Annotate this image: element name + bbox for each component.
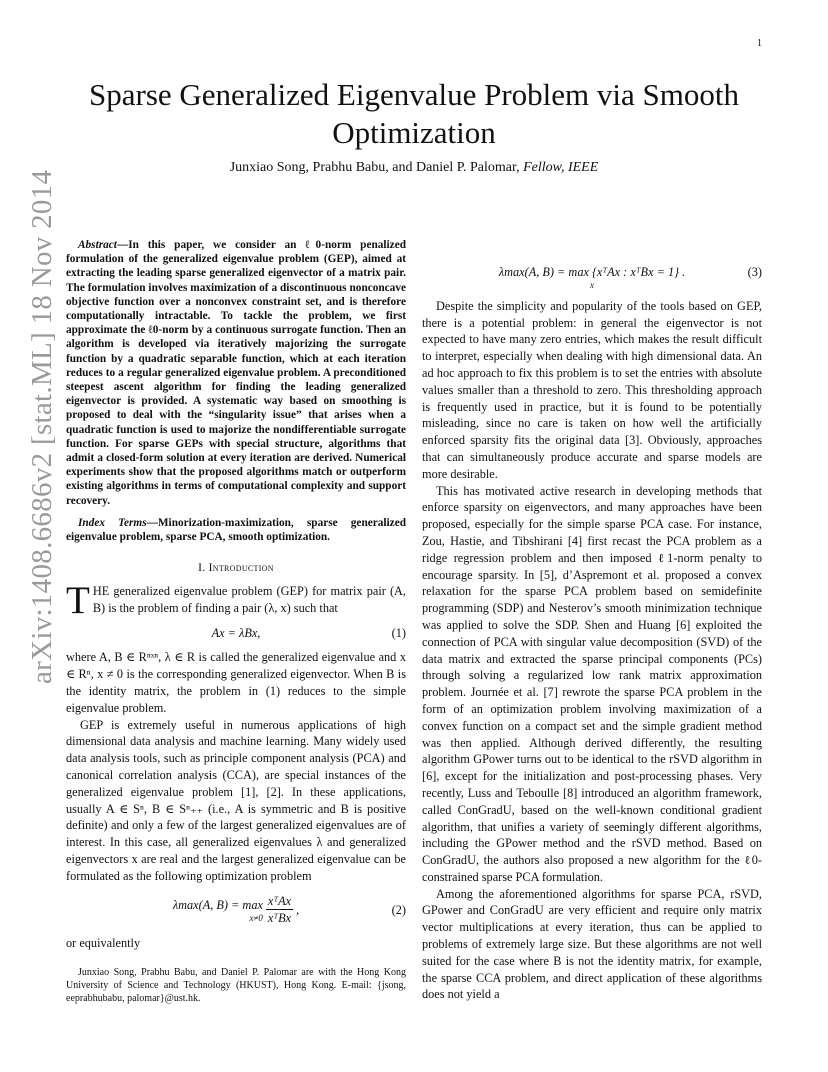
paper-title: Sparse Generalized Eigenvalue Problem via Smooth Optimization <box>89 77 739 150</box>
page-number: 1 <box>757 38 762 49</box>
intro-p1-text: HE generalized eigenvalue problem (GEP) for matrix pair (A, B) is the problem of finding a pair (λ, x) such that <box>92 584 406 615</box>
equation-2 <box>66 893 406 928</box>
right-paragraph-1: Despite the simplicity and popularity of the tools based on GEP, there is a potential problem: in general the eigenvector is not expected to have many zero entries, which makes the result difficult to interpret, especially when dealing with high dimensional data. An ad hoc approach to fix this problem is to set the entries with absolute values smaller than a threshold to zero. This thresholding approach is frequently used in practice, but it is found to be potentially misleading, since no care is taken on how well the artificially enforced sparsity fits the original data [3]. Obviously, approaches that can simultaneously produce accurate and sparse models are more desirable. <box>422 298 762 481</box>
right-paragraph-2: This has motivated active research in developing methods that enforce sparsity on eigenvectors, and many approaches have been proposed, especially for the simple sparse PCA case. For instance, Zou, Hastie, and Tibshirani [4] first recast the PCA problem as a ridge regression problem and then imposed ℓ1-norm penalty to encourage sparsity. In [5], d’Aspremont et al. proposed a convex relaxation for the sparse PCA problem based on semidefinite programming (SDP) and Nesterov’s smooth minimization technique was applied to solve the SDP. Shen and Huang [6] exploited the connection of PCA with singular value decomposition (SVD) of the data matrix and extracted the sparse principal components (PCs) through solving a regularized low rank matrix approximation problem. Journée et al. [7] rewrote the sparse PCA problem in the form of an optimization problem involving maximization of a convex function on a compact set and the simple gradient method was then applied. Although derived differently, the resulting algorithm GPower turns out to be identical to the rSVD algorithm in [6], except for the initialization and post-processing phases. Very recently, Luss and Teboulle [8] introduced an algorithm framework, called ConGradU, based on the well-known conditional gradient algorithm, that unifies a variety of seemingly different algorithms, including the GPower method and the rSVD method. Based on ConGradU, the authors also proposed a new algorithm for the ℓ0-constrained sparse PCA formulation. <box>422 483 762 884</box>
drop-cap: T <box>66 579 90 623</box>
abstract-label: Abstract <box>78 239 117 251</box>
equation-2-numerator: xᵀAx <box>266 893 293 911</box>
equation-2-denominator: xᵀBx <box>267 911 292 926</box>
arxiv-stamp <box>6 169 58 684</box>
right-column <box>422 256 762 1003</box>
equation-1-body: Ax = λBx, <box>211 625 261 640</box>
equation-3-body: λmax(A, B) = max {xᵀAx : xᵀBx = 1} . <box>498 265 686 279</box>
section-numeral: I. <box>198 562 209 575</box>
equation-1-number: (1) <box>391 625 406 640</box>
intro-paragraph-2: where A, B ∈ Rⁿˣⁿ, λ ∈ R is called the generalized eigenvalue and x ∈ Rⁿ, x ≠ 0 is the corresponding generalized eigenvector. When B is the identity matrix, the problem in (1) reduces to the simple eigenvalue problem. <box>66 650 406 715</box>
index-terms-text: —Minorization-maximization, sparse generalized eigenvalue problem, sparse PCA, smooth optimization. <box>66 516 406 544</box>
left-column <box>66 238 406 1005</box>
equation-2-lhs: λmax(A, B) = max <box>172 898 263 912</box>
section-title: Introduction <box>208 562 274 575</box>
intro-paragraph-3: GEP is extremely useful in numerous applications of high dimensional data analysis and machine learning. Many widely used data analysis tools, such as principle component analysis (PCA) and canonical correlation analysis (CCA), are special instances of the generalized eigenvalue problem [1], [2]. In these applications, usually A ∈ Sⁿ, B ∈ Sⁿ₊₊ (i.e., A is symmetric and B is positive definite) and only a few of the largest generalized eigenvalues are of interest. In this case, all generalized eigenvalues λ and generalized eigenvectors x are real and the largest generalized eigenvalue can be formulated as the following optimization problem <box>66 717 406 883</box>
author-line <box>40 160 788 176</box>
author-suffix: Fellow, IEEE <box>523 160 599 175</box>
intro-paragraph-4: or equivalently <box>66 936 141 951</box>
equation-3-subscript: x <box>589 279 594 290</box>
index-terms-label: Index Terms <box>78 516 147 529</box>
equation-1 <box>66 625 406 642</box>
arxiv-stamp-text: arXiv:1408.6686v2 [stat.ML] 18 Nov 2014 <box>26 169 58 684</box>
index-terms <box>66 516 406 544</box>
equation-3 <box>422 264 762 290</box>
equation-2-fraction <box>266 893 293 928</box>
right-paragraph-3: Among the aforementioned algorithms for sparse PCA, rSVD, GPower and ConGradU are very efficient and require only matrix vector multiplications at every iteration, thus can be applied to problems of extremely large size. But these algorithms are not well suited for the case where B is not the identity matrix, for example, the sparse CCA problem, and direct application of these algorithms does not yield a <box>422 886 762 1002</box>
equation-2-number: (2) <box>391 902 406 917</box>
abstract-text: —In this paper, we consider an ℓ0-norm penalized formulation of the generalized eigenvalue problem (GEP), aimed at extracting the leading sparse generalized eigenvector of a matrix pair. The formulation involves maximization of a discontinuous nonconcave objective function over a nonconvex constraint set, and is therefore computationally intractable. To tackle the problem, we first approximate the ℓ0-norm by a continuous surrogate function. Then an algorithm is developed via iteratively majorizing the surrogate function by a quadratic separable function, which at each iteration reduces to a regular generalized eigenvalue problem. A preconditioned steepest ascent algorithm for finding the leading generalized eigenvector is provided. A systematic way based on smoothing is proposed to deal with the “singularity issue” that arises when a quadratic function is used to majorize the nondifferentiable surrogate function. For sparse GEPs with special structure, algorithms that admit a closed-form solution at every iteration are derived. Numerical experiments show that the proposed algorithms match or outperform existing algorithms in terms of computational complexity and support recovery. <box>66 239 406 507</box>
footnote: Junxiao Song, Prabhu Babu, and Daniel P. Palomar are with the Hong Kong University of Science and Technology (HKUST), Hong Kong. E-mail: {jsong, eeprabhubabu, palomar}@ust.hk. <box>66 967 406 1004</box>
equation-2-subscript: x≠0 <box>249 912 263 923</box>
equation-2-tail: , <box>296 902 300 917</box>
equation-3-number: (3) <box>747 265 762 279</box>
intro-paragraph-1 <box>66 579 406 623</box>
section-heading <box>66 560 406 577</box>
author-names: Junxiao Song, Prabhu Babu, and Daniel P. Palomar, <box>229 160 520 175</box>
abstract <box>66 238 406 508</box>
